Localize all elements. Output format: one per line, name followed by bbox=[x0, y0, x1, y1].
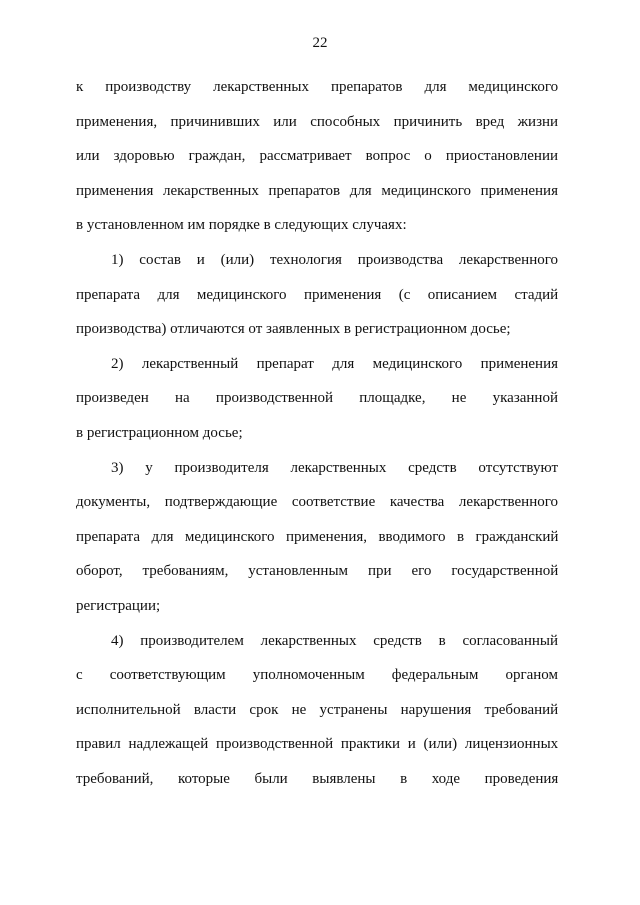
text-line: в установленном им порядке в следующих случаях: bbox=[76, 217, 407, 234]
text-line: препарата для медицинского применения (с описанием стадий bbox=[76, 286, 559, 303]
paragraph-item-1 bbox=[76, 243, 558, 347]
text-line: оборот, требованиям, установленным при его государственной bbox=[76, 563, 559, 580]
paragraph-item-2 bbox=[76, 347, 558, 451]
text-line: к производству лекарственных препаратов для медицинского bbox=[76, 79, 559, 95]
text-line: требований, которые были выявлены в ходе проведения bbox=[76, 770, 559, 787]
text-line: 2) лекарственный препарат для медицинского применения bbox=[111, 355, 558, 372]
text-line: применения, причинивших или способных причинить вред жизни bbox=[76, 113, 559, 130]
paragraph-item-4 bbox=[76, 624, 558, 797]
text-line: документы, подтверждающие соответствие качества лекарственного bbox=[76, 494, 558, 511]
paragraph-intro bbox=[76, 70, 558, 243]
text-line: в регистрационном досье; bbox=[76, 424, 243, 441]
text-line: 3) у производителя лекарственных средств отсутствуют bbox=[111, 459, 559, 476]
text-line: 1) состав и (или) технология производства лекарственного bbox=[111, 251, 558, 268]
text-line: 4) производителем лекарственных средств в согласованный bbox=[111, 632, 558, 649]
text-line: или здоровью граждан, рассматривает вопрос о приостановлении bbox=[76, 148, 559, 165]
text-line: применения лекарственных препаратов для медицинского применения bbox=[76, 182, 558, 199]
text-line: произведен на производственной площадке, не указанной bbox=[76, 390, 558, 407]
document-body bbox=[76, 70, 558, 796]
page-number: 22 bbox=[312, 35, 328, 51]
text-line: правил надлежащей производственной практики и (или) лицензионных bbox=[76, 736, 559, 753]
text-line: производства) отличаются от заявленных в регистрационном досье; bbox=[76, 321, 511, 338]
text-line: с соответствующим уполномоченным федеральным органом bbox=[76, 667, 558, 684]
text-line: препарата для медицинского применения, вводимого в гражданский bbox=[76, 528, 559, 545]
text-line: исполнительной власти срок не устранены нарушения требований bbox=[76, 701, 559, 718]
paragraph-item-3 bbox=[76, 451, 558, 624]
text-line: регистрации; bbox=[76, 597, 161, 614]
